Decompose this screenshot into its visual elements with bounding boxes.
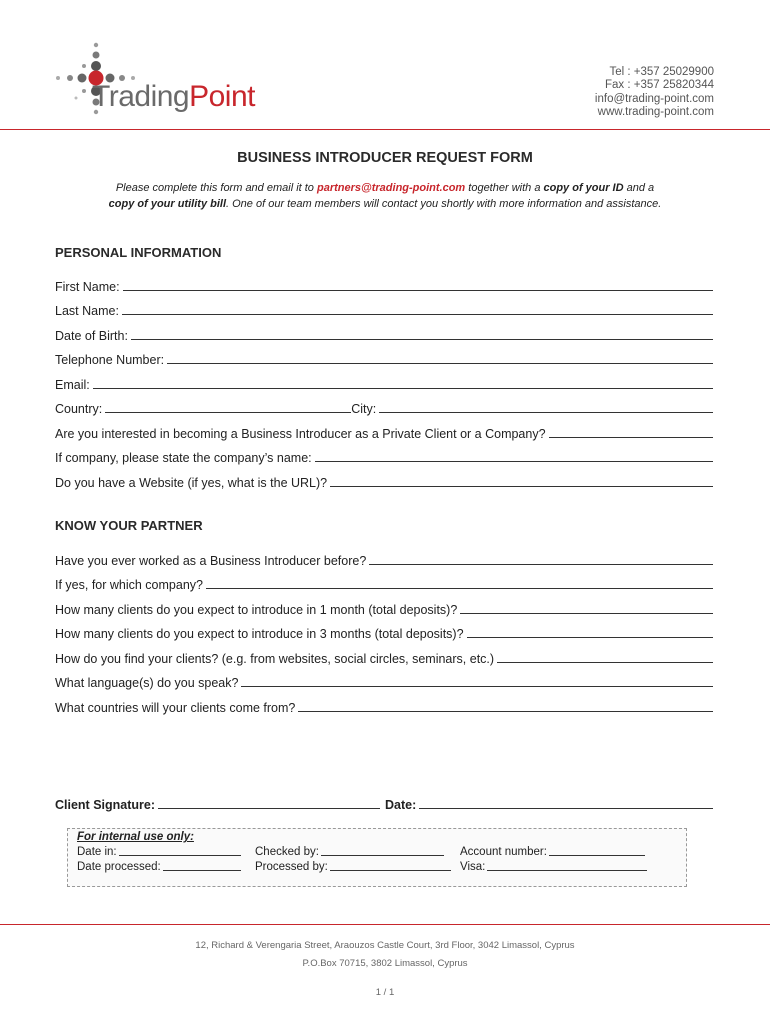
visa-field[interactable] <box>460 861 647 873</box>
brand-main: Trading <box>92 80 190 113</box>
logo-dot <box>75 97 78 100</box>
email-label: Email: <box>55 378 90 392</box>
checked-by-field[interactable] <box>255 846 444 858</box>
countries-label: What countries will your clients come from? <box>55 701 296 715</box>
client-signature-line[interactable] <box>158 808 380 809</box>
processed-by-label: Processed by: <box>255 861 328 873</box>
website-input-line[interactable] <box>330 486 713 487</box>
intro-text: and a <box>623 182 655 194</box>
languages-input-line[interactable] <box>241 686 713 687</box>
worked-before-field[interactable] <box>55 550 713 568</box>
client-type-input-line[interactable] <box>549 437 713 438</box>
contact-fax: Fax : +357 25820344 <box>604 79 714 92</box>
contact-email[interactable]: info@trading-point.com <box>594 92 714 105</box>
dob-input-line[interactable] <box>131 339 713 340</box>
footer-divider <box>0 924 770 925</box>
city-input-line[interactable] <box>379 412 713 413</box>
page-number: 1 / 1 <box>375 987 395 998</box>
clients-3-months-input-line[interactable] <box>467 637 713 638</box>
intro-text: together with a <box>465 182 544 194</box>
checked-by-line[interactable] <box>321 855 444 856</box>
website-label: Do you have a Website (if yes, what is the URL)? <box>55 476 328 490</box>
countries-input-line[interactable] <box>298 711 713 712</box>
date-processed-label: Date processed: <box>77 861 161 873</box>
clients-1-month-input-line[interactable] <box>460 613 713 614</box>
form-instructions <box>40 180 730 212</box>
logo-dot <box>78 74 87 83</box>
section-know-your-partner: KNOW YOUR PARTNER <box>55 518 203 533</box>
clients-1-month-field[interactable] <box>55 599 713 617</box>
date-in-line[interactable] <box>119 855 241 856</box>
country-input-line[interactable] <box>105 412 351 413</box>
internal-use-title: For internal use only: <box>77 831 194 843</box>
client-type-field[interactable] <box>55 423 713 441</box>
processed-by-field[interactable] <box>255 861 451 873</box>
section-personal-information: PERSONAL INFORMATION <box>55 245 222 260</box>
client-type-label: Are you interested in becoming a Business Introducer as a Private Client or a Company? <box>55 427 546 441</box>
worked-before-label: Have you ever worked as a Business Introducer before? <box>55 554 367 568</box>
clients-1-month-label: How many clients do you expect to introduce in 1 month (total deposits)? <box>55 603 458 617</box>
find-clients-input-line[interactable] <box>497 662 713 663</box>
footer-address-line1: 12, Richard & Verengaria Street, Araouzos Castle Court, 3rd Floor, 3042 Limassol, Cyprus <box>195 940 575 951</box>
first-name-field[interactable] <box>55 276 713 294</box>
website-field[interactable] <box>55 472 713 490</box>
logo-dot <box>82 89 86 93</box>
country-label: Country: <box>55 402 103 416</box>
logo-dot <box>82 64 86 68</box>
client-signature-label: Client Signature: <box>55 798 156 812</box>
account-number-line[interactable] <box>549 855 645 856</box>
last-name-input-line[interactable] <box>122 314 713 315</box>
logo-dot <box>93 52 100 59</box>
contact-tel: Tel : +357 25029900 <box>609 66 714 78</box>
signature-row[interactable] <box>55 794 713 812</box>
telephone-label: Telephone Number: <box>55 353 165 367</box>
signature-date-line[interactable] <box>419 808 713 809</box>
company-name-label: If company, please state the company’s name: <box>55 451 312 465</box>
telephone-field[interactable] <box>55 349 713 367</box>
which-company-label: If yes, for which company? <box>55 578 203 592</box>
find-clients-label: How do you find your clients? (e.g. from websites, social circles, seminars, etc.) <box>55 652 495 666</box>
which-company-field[interactable] <box>55 574 713 592</box>
brand-accent: Point <box>189 80 255 113</box>
intro-id-copy: copy of your ID <box>543 182 624 194</box>
account-number-label: Account number: <box>460 846 547 858</box>
date-of-birth-field[interactable] <box>55 325 713 343</box>
processed-by-line[interactable] <box>330 870 451 871</box>
logo-dot <box>67 75 73 81</box>
date-in-label: Date in: <box>77 846 117 858</box>
logo-dot <box>91 61 101 71</box>
which-company-input-line[interactable] <box>206 588 713 589</box>
first-name-label: First Name: <box>55 280 120 294</box>
email-input-line[interactable] <box>93 388 713 389</box>
logo-dot <box>94 43 98 47</box>
clients-3-months-label: How many clients do you expect to introduce in 3 months (total deposits)? <box>55 627 464 641</box>
checked-by-label: Checked by: <box>255 846 319 858</box>
country-city-field[interactable] <box>55 398 713 416</box>
account-number-field[interactable] <box>460 846 645 858</box>
city-label: City: <box>351 402 377 416</box>
form-title: BUSINESS INTRODUCER REQUEST FORM <box>237 150 533 166</box>
date-in-field[interactable] <box>77 846 241 858</box>
telephone-input-line[interactable] <box>167 363 713 364</box>
clients-3-months-field[interactable] <box>55 623 713 641</box>
header-divider <box>0 129 770 130</box>
company-name-input-line[interactable] <box>315 461 713 462</box>
footer-address-line2: P.O.Box 70715, 3802 Limassol, Cyprus <box>302 958 468 969</box>
find-clients-field[interactable] <box>55 648 713 666</box>
languages-label: What language(s) do you speak? <box>55 676 239 690</box>
intro-utility-bill: copy of your utility bill <box>108 198 227 210</box>
date-processed-field[interactable] <box>77 861 241 873</box>
first-name-input-line[interactable] <box>123 290 713 291</box>
contact-block <box>595 66 714 120</box>
countries-field[interactable] <box>55 697 713 715</box>
languages-field[interactable] <box>55 672 713 690</box>
contact-web[interactable]: www.trading-point.com <box>597 106 714 119</box>
visa-line[interactable] <box>487 870 647 871</box>
internal-use-box <box>67 828 687 887</box>
company-name-field[interactable] <box>55 447 713 465</box>
partners-email-link[interactable]: partners@trading-point.com <box>316 182 466 194</box>
intro-text: Please complete this form and email it to <box>115 182 317 194</box>
intro-text: . One of our team members will contact you shortly with more information and assistance. <box>226 198 662 210</box>
signature-date-label: Date: <box>385 798 417 812</box>
logo-dot <box>56 76 60 80</box>
dob-label: Date of Birth: <box>55 329 128 343</box>
date-processed-line[interactable] <box>163 870 241 871</box>
visa-label: Visa: <box>460 861 486 873</box>
brand-name <box>92 82 255 112</box>
worked-before-input-line[interactable] <box>369 564 713 565</box>
email-field[interactable] <box>55 374 713 392</box>
last-name-label: Last Name: <box>55 304 119 318</box>
last-name-field[interactable] <box>55 300 713 318</box>
